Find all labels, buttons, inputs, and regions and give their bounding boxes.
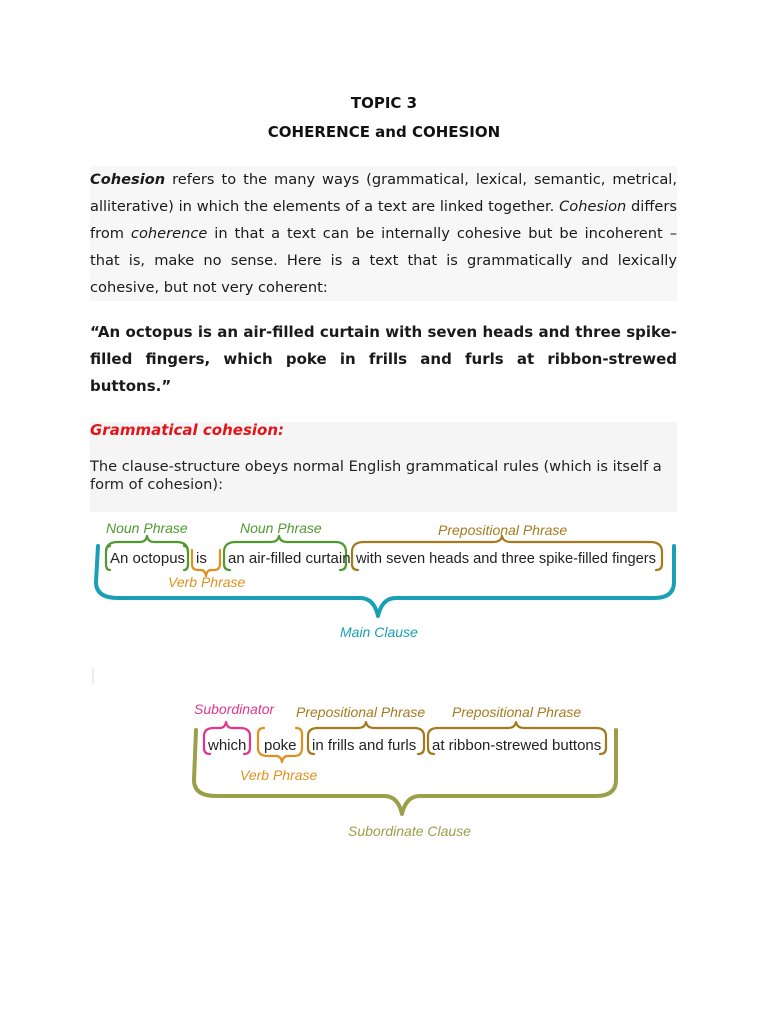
pp1-label: Prepositional Phrase [296, 704, 426, 720]
page-title: COHERENCE and COHESION [267, 123, 501, 141]
word-an-octopus: An octopus [110, 550, 186, 567]
np2-label: Noun Phrase [240, 520, 322, 536]
intro-text-1: refers to the many ways (grammatical, lexical, semantic, metrical, alliterative) in which the elements of a text are linked together. [90, 171, 677, 215]
intro-text-2: differs from [90, 198, 678, 242]
vp2-label: Verb Phrase [240, 767, 318, 783]
grammatical-cohesion-text: The clause-structure obeys normal English grammatical rules (which is itself a form of cohesion): [90, 458, 662, 493]
intro-paragraph [90, 166, 677, 301]
example-quote: “An octopus is an air-filled curtain with seven heads and three spike-filled fingers, which poke in frills and furls at ribbon-strewed buttons.” [90, 323, 677, 395]
word-air-filled-curtain: an air-filled curtain [228, 550, 351, 567]
subordinator-label: Subordinator [194, 701, 275, 717]
pp-label: Prepositional Phrase [438, 522, 568, 538]
main-clause-label: Main Clause [340, 624, 418, 640]
intro-text-3: in that a text can be internally cohesive but be incoherent – that is, make no sense. Here is a text that is grammatically and lexically cohesive, but not very coherent: [90, 225, 677, 296]
word-in-frills: in frills and furls [312, 737, 417, 754]
word-at-ribbon-strewed: at ribbon-strewed buttons [432, 737, 602, 754]
topic-number: TOPIC 3 [350, 94, 418, 112]
subordinate-clause-diagram [188, 696, 624, 842]
word-is: is [196, 550, 207, 567]
word-poke: poke [264, 737, 297, 754]
vp-label: Verb Phrase [168, 574, 246, 590]
scan-artifact [92, 668, 94, 684]
cohesion-term: Cohesion [90, 171, 166, 188]
main-clause-diagram [88, 514, 684, 646]
grammatical-cohesion-heading: Grammatical cohesion: [90, 421, 285, 439]
word-which: which [208, 737, 247, 754]
np1-label: Noun Phrase [106, 520, 188, 536]
subordinate-clause-label: Subordinate Clause [348, 823, 471, 839]
word-with-seven-heads: with seven heads and three spike-filled fingers [355, 550, 656, 567]
coherence-term: coherence [130, 225, 208, 242]
pp2-label: Prepositional Phrase [452, 704, 582, 720]
cohesion-term-2: Cohesion [559, 198, 627, 215]
